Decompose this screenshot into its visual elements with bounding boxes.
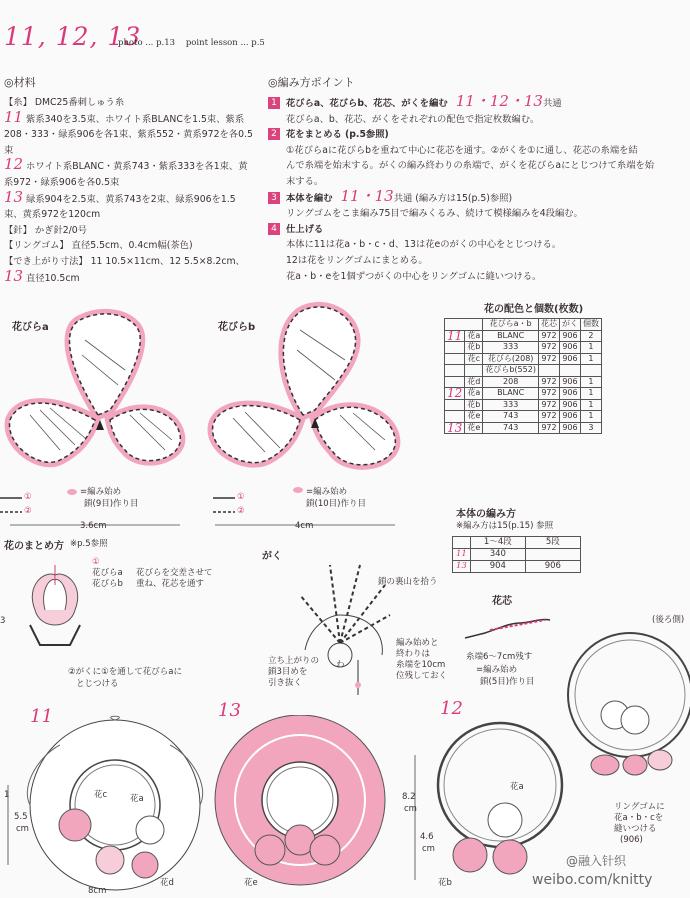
assembly-c1: 花びらa (92, 568, 123, 578)
calyx-ring: わ (336, 660, 345, 670)
table-cell (580, 365, 601, 377)
points-line (268, 269, 654, 285)
item-range: 11・12・13 (455, 92, 543, 110)
bottom-illustrations (0, 715, 690, 898)
page-title: 11, 12, 13 (4, 22, 142, 51)
table-cell: 11 (445, 330, 465, 342)
table-cell: 906 (559, 399, 580, 411)
points-text: 花びらa、花びらb、花芯、がくを編む (286, 98, 448, 109)
table-cell: BLANC (483, 330, 539, 342)
materials-list (4, 95, 253, 286)
table-cell: 906 (559, 353, 580, 365)
table-cell (465, 365, 483, 377)
table-cell: 972 (538, 411, 559, 423)
step-number: 2 (268, 128, 280, 140)
table-row (445, 388, 602, 400)
materials-text: 紫系340を3.5束、ホワイト系BLANCを1.5束、紫系 (23, 113, 245, 125)
back-note4: (906) (620, 835, 643, 845)
calyx-note1: 鎖の裏山を拾う (378, 577, 438, 587)
header-cell: 花びらa・b (483, 319, 539, 331)
points-heading: ◎編み方ポイント (268, 76, 355, 89)
points-line (268, 186, 654, 207)
materials-text: 直径10.5cm (23, 272, 80, 284)
points-list (268, 92, 655, 284)
back-note2: 花a・b・cを (614, 813, 664, 823)
header-cell (453, 537, 471, 549)
table-cell: 花a (465, 388, 483, 400)
flower-b-label: 花b (438, 878, 452, 888)
header-cell: がく (559, 319, 580, 331)
table-cell (538, 365, 559, 377)
table-cell: 花b (465, 399, 483, 411)
assembly-title: 花のまとめ方 (4, 541, 64, 552)
dim-82: 8.2 (402, 792, 416, 802)
table-cell (525, 549, 580, 561)
petal-a-start: =編み始め (80, 487, 122, 497)
petal-a-width: 3.6cm (80, 521, 107, 531)
table-cell: 花びらb(552) (483, 365, 539, 377)
table-row (445, 376, 602, 388)
materials-text: 緑系904を2.5束、黄系743を2束、緑系906を1.5 (23, 193, 236, 205)
flower-e-label: 花e (244, 878, 258, 888)
points-text: 仕上げる (286, 223, 324, 235)
table-cell: 3 (580, 422, 601, 434)
table-cell: 12 (445, 388, 465, 400)
assembly-note4: とじつける (76, 679, 119, 689)
color-table (444, 318, 602, 434)
table-cell (445, 353, 465, 365)
step-number: 3 (268, 192, 280, 204)
table-cell: 13 (453, 561, 471, 573)
core-note2: =編み始め (476, 665, 518, 675)
table-cell: 208 (483, 376, 539, 388)
table-cell: 906 (525, 561, 580, 573)
table-cell (559, 365, 580, 377)
petal-a-label: 花びらa (12, 322, 49, 333)
points-line (268, 174, 654, 190)
table-cell: 906 (559, 342, 580, 354)
table-cell: 1 (580, 399, 601, 411)
materials-line (4, 266, 253, 287)
back-note3: 縫いつける (614, 824, 657, 834)
table-row (445, 353, 602, 365)
materials-text: 【でき上がり寸法】 11 10.5×11cm、12 5.5×8.2cm、 (4, 255, 245, 267)
points-text: リングゴムをこま編み75目で編みくるみ、続けて模様編みを4段編む。 (286, 208, 583, 220)
materials-text: 208・333・緑系906を各1束、紫系552・黄系972を各0.5 (4, 129, 253, 141)
photo-reference: photo ... p.13 point lesson ... p.5 (118, 38, 265, 48)
assembly-note1: 花びらを交差させて (136, 568, 213, 578)
assembly-note3: ②がくに①を通して花びらaに (68, 667, 182, 677)
dim-1: 1 (4, 790, 10, 800)
table-cell: 1 (580, 411, 601, 423)
materials-line (4, 95, 253, 111)
table-row (445, 342, 602, 354)
table-row (445, 330, 602, 342)
assembly-c2: 花びらb (92, 579, 123, 589)
materials-text: 【糸】 DMC25番刺しゅう糸 (4, 97, 125, 108)
points-line (268, 92, 654, 112)
table-cell: 906 (559, 330, 580, 342)
item-13-illustration (215, 715, 385, 885)
assembly-n1: ① (92, 557, 100, 567)
table-cell: 1 (580, 388, 601, 400)
table-row (445, 399, 602, 411)
table-cell: 花b (465, 342, 483, 354)
table-cell: 花a (465, 330, 483, 342)
table-cell: 花c (465, 353, 483, 365)
table-cell (445, 365, 465, 377)
dim-82-cm: cm (404, 804, 417, 814)
materials-text: 束、黄系972を120cm (4, 209, 101, 221)
dim-55-cm: cm (16, 824, 29, 834)
core-note1: 糸端6〜7cm残す (466, 652, 533, 662)
core-diagram (460, 608, 560, 648)
table-cell: 花e (465, 411, 483, 423)
points-text: 花びらa、b、花芯、がくをそれぞれの配色で指定枚数編む。 (286, 113, 540, 125)
materials-heading: ◎材料 (4, 76, 36, 89)
assembly-ref: ※p.5参照 (70, 539, 108, 549)
item-number: 13 (4, 187, 24, 206)
core-title: 花芯 (492, 596, 512, 607)
points-text: 花a・b・eを1個ずつがくの中心をリングゴムに縫いつける。 (286, 270, 542, 282)
petal-b-width: 4cm (295, 521, 314, 531)
materials-text: 【針】 かぎ針2/0号 (4, 224, 87, 236)
petal-b-start: =編み始め (306, 487, 348, 497)
petal-a-diagram (10, 314, 181, 462)
petal-b-chain: 鎖(10目)作り目 (306, 499, 366, 509)
table-row (445, 365, 602, 377)
points-text: 本体を編む (286, 192, 333, 204)
calyx-note3: 鎖3目めを (268, 667, 308, 677)
table-cell: 972 (538, 388, 559, 400)
dim-46: 4.6 (420, 832, 434, 842)
points-text: 本体に11は花a・b・c・d、13は花eのがくの中心をとじつける。 (286, 239, 562, 251)
materials-line (4, 187, 253, 208)
materials-text: 系972・緑系906を各0.5束 (4, 176, 120, 188)
label-11: 11 (30, 706, 53, 727)
points-section (268, 74, 654, 284)
table-cell: 972 (538, 342, 559, 354)
table-cell: 904 (470, 561, 525, 573)
table-row (453, 561, 581, 573)
table-cell: 972 (538, 330, 559, 342)
table-cell: 花e (465, 422, 483, 434)
header-cell: 個数 (580, 319, 601, 331)
step-number: 4 (268, 223, 280, 235)
materials-line (4, 238, 253, 254)
label-12: 12 (440, 698, 463, 719)
materials-line (4, 155, 253, 175)
calyx-note8: 位残しておく (396, 671, 448, 681)
label-13: 13 (218, 700, 241, 721)
table-cell: 花d (465, 376, 483, 388)
calyx-note5: 編み始めと (396, 638, 439, 648)
assembly-dim: 3 (0, 616, 6, 626)
materials-line (4, 254, 253, 270)
back-title: (後ろ側) (652, 615, 685, 625)
points-line (268, 112, 654, 128)
materials-text: 束 (4, 144, 14, 156)
materials-line (4, 175, 253, 191)
points-text: ①花びらaに花びらbを重ねて中心に花芯を通す。②がくを①に通し、花芯の糸端を結 (286, 144, 638, 156)
body-table-title: 本体の編み方 (456, 509, 516, 520)
watermark-handle: @融入针织 (566, 854, 627, 868)
table-cell: 340 (470, 549, 525, 561)
points-text: 末する。 (286, 175, 324, 187)
watermark-url: weibo.com/knitty (532, 872, 653, 888)
materials-line (4, 223, 253, 239)
materials-line (4, 143, 253, 159)
core-note3: 鎖(5目)作り目 (480, 677, 535, 687)
back-note1: リングゴムに (614, 802, 665, 812)
flower-a-label: 花a (130, 794, 144, 804)
item-number: 13 (4, 266, 24, 285)
item-number: 12 (4, 155, 24, 174)
table-cell: 11 (453, 549, 471, 561)
materials-line (4, 107, 253, 128)
table-cell: 972 (538, 376, 559, 388)
points-text: 12は花をリングゴムにまとめる。 (286, 254, 428, 266)
color-table-title: 花の配色と個数(枚数) (484, 304, 584, 315)
table-cell: 972 (538, 399, 559, 411)
points-line (268, 206, 654, 222)
color-table-header (445, 319, 602, 331)
points-line (268, 253, 654, 269)
dim-55: 5.5 (14, 812, 28, 822)
points-line (268, 222, 654, 238)
petal-a-chain: 鎖(9目)作り目 (84, 499, 139, 509)
table-cell: BLANC (483, 388, 539, 400)
table-cell: 972 (538, 422, 559, 434)
materials-line (4, 207, 253, 223)
table-cell: 972 (538, 353, 559, 365)
item-number: 11 (4, 107, 24, 126)
calyx-note2: 立ち上がりの (268, 656, 320, 666)
points-line (268, 143, 654, 159)
materials-text: ホワイト系BLANC・黄系743・紫系333を各1束、黄 (23, 161, 248, 173)
points-line (268, 158, 654, 174)
table-cell: 906 (559, 422, 580, 434)
dim-8cm: 8cm (88, 886, 107, 896)
table-cell: 1 (580, 353, 601, 365)
header-cell: 5段 (525, 537, 580, 549)
points-text: 花をまとめる (p.5参照) (286, 129, 389, 141)
flower-d-label: 花d (160, 878, 174, 888)
table-cell: 743 (483, 411, 539, 423)
legend-2: ② (24, 506, 32, 516)
body-table (452, 536, 581, 573)
table-cell: 333 (483, 399, 539, 411)
calyx-note4: 引き抜く (268, 678, 303, 688)
table-cell: 2 (580, 330, 601, 342)
petal-diagrams (0, 300, 440, 540)
table-cell (445, 342, 465, 354)
flower-a2-label: 花a (510, 782, 524, 792)
header-cell: 花芯 (538, 319, 559, 331)
table-cell: 1 (580, 376, 601, 388)
table-row (453, 549, 581, 561)
materials-text: 【リングゴム】 直径5.5cm、0.4cm幅(茶色) (4, 240, 193, 252)
item-range: 11・13 (340, 186, 394, 205)
assembly-note2: 重ね、花芯を通す (136, 579, 205, 589)
points-suffix: 共通 (編み方は15(p.5)参照) (393, 192, 513, 204)
table-cell: 906 (559, 388, 580, 400)
points-line (268, 127, 654, 143)
table-row (445, 411, 602, 423)
calyx-note7: 糸端を10cm (396, 660, 446, 670)
legend-1b: ① (237, 492, 245, 502)
step-number: 1 (268, 97, 280, 109)
points-text: んで糸端を始末する。がくの編み終わりの糸端で、がくを花びらaにとじつけて糸端を始 (286, 160, 655, 172)
calyx-title: がく (262, 551, 282, 562)
petal-b-label: 花びらb (218, 322, 256, 333)
table-cell: 13 (445, 422, 465, 434)
legend-2b: ② (237, 506, 245, 516)
calyx-note6: 終わりは (396, 649, 431, 659)
table-cell: 743 (483, 422, 539, 434)
table-cell: 906 (559, 376, 580, 388)
table-cell: 花びら(208) (483, 353, 539, 365)
points-suffix: 共通 (542, 98, 562, 109)
dim-46-cm: cm (422, 844, 435, 854)
points-line (268, 237, 654, 253)
legend-1: ① (24, 492, 32, 502)
body-table-note: ※編み方は15(p.15) 参照 (456, 521, 554, 531)
materials-line (4, 127, 253, 143)
table-cell (445, 399, 465, 411)
table-cell: 1 (580, 342, 601, 354)
body-table-header (453, 537, 581, 549)
flower-c-label: 花c (94, 790, 108, 800)
table-cell: 333 (483, 342, 539, 354)
table-cell: 906 (559, 411, 580, 423)
table-row (445, 422, 602, 434)
item-11-illustration (27, 716, 202, 890)
header-cell: 1〜4段 (470, 537, 525, 549)
materials-section (4, 74, 253, 286)
item-12-illustration (415, 723, 562, 880)
